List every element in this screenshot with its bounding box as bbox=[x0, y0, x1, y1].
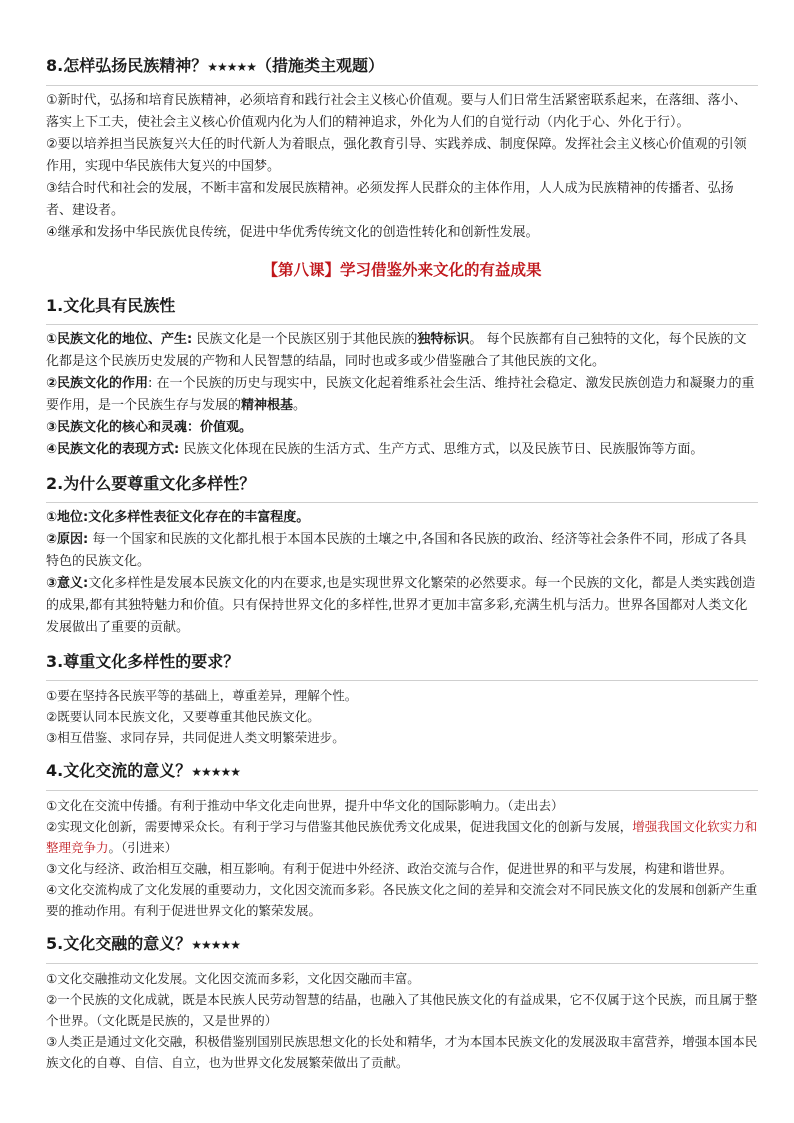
list-item: ④文化交流构成了文化发展的重要动力，文化因交流而多彩。各民族文化之间的差异和交流会对不同民族文化的发展和创新产生重要的推动作用。有利于促进世界文化的繁荣发展。 bbox=[46, 882, 758, 918]
divider bbox=[46, 680, 758, 681]
list-item: ②民族文化的作用: 在一个民族的历史与现实中，民族文化起着维系社会生活、维持社会稳定、激发民族创造力和凝聚力的重要作用，是一个民族生存与发展的精神根基。 bbox=[46, 376, 755, 413]
lesson-title: 【第八课】学习借鉴外来文化的有益成果 bbox=[262, 261, 542, 279]
rating-stars: ★★★★★ bbox=[191, 765, 241, 779]
list-item: ①文化交融推动文化发展。文化因交流而多彩，文化因交融而丰富。 bbox=[46, 971, 420, 986]
list-item: ②要以培养担当民族复兴大任的时代新人为着眼点，强化教育引导、实践养成、制度保障。发挥社会主义核心价值观的引领作用，实现中华民族伟大复兴的中国梦。 bbox=[46, 137, 747, 174]
section-q1 bbox=[46, 294, 758, 461]
section-q5 bbox=[46, 932, 758, 1073]
rating-stars: ★★★★★ bbox=[191, 938, 241, 952]
divider bbox=[46, 963, 758, 964]
list-item: ③文化与经济、政治相互交融，相互影响。有利于促进中外经济、政治交流与合作，促进世界的和平与发展，构建和谐世界。 bbox=[46, 861, 733, 876]
section-q2 bbox=[46, 472, 758, 639]
list-item: ①新时代，弘扬和培育民族精神，必须培育和践行社会主义核心价值观。要与人们日常生活紧密联系起来，在落细、落小、落实上下工夫，使社会主义核心价值观内化为人们的精神追求，外化为人们的自觉行动（内化于心、外化于行）。 bbox=[46, 93, 747, 130]
divider bbox=[46, 324, 758, 325]
list-item: ②实现文化创新，需要博采众长。有利于学习与借鉴其他民族优秀文化成果，促进我国文化的创新与发展，增强我国文化软实力和整理竞争力。（引进来） bbox=[46, 819, 758, 855]
section-q3 bbox=[46, 650, 758, 748]
document-page bbox=[46, 54, 758, 1084]
list-item: ③民族文化的核心和灵魂：价值观。 bbox=[46, 420, 253, 435]
section-heading: 1.文化具有民族性 bbox=[46, 296, 176, 315]
list-item: ②原因: 每一个国家和民族的文化都扎根于本国本民族的土壤之中,各国和各民族的政治、经济等社会条件不同，形成了各具特色的民族文化。 bbox=[46, 532, 747, 569]
list-item: ①要在坚持各民族平等的基础上，尊重差异，理解个性。 bbox=[46, 688, 358, 703]
section-q8 bbox=[46, 54, 758, 244]
list-item: ③结合时代和社会的发展，不断丰富和发展民族精神。必须发挥人民群众的主体作用，人人成为民族精神的传播者、弘扬者、建设者。 bbox=[46, 181, 734, 218]
rating-stars: ★★★★★ bbox=[207, 60, 257, 74]
list-item: ①民族文化的地位、产生: 民族文化是一个民族区别于其他民族的独特标识。 每个民族都有自己独特的文化，每个民族的文化都是这个民族历史发展的产物和人民智慧的结晶，同时也或多或少借鉴融合了其他民族的文化。 bbox=[46, 332, 747, 369]
divider bbox=[46, 502, 758, 503]
section-heading: 5.文化交融的意义？★★★★★ bbox=[46, 934, 241, 953]
list-item: ②一个民族的文化成就，既是本民族人民劳动智慧的结晶，也融入了其他民族文化的有益成果，它不仅属于这个民族，而且属于整个世界。（文化既是民族的，又是世界的） bbox=[46, 992, 758, 1028]
section-heading: 3.尊重文化多样性的要求？ bbox=[46, 652, 240, 671]
divider bbox=[46, 85, 758, 86]
list-item: ③人类正是通过文化交融，积极借鉴别国别民族思想文化的长处和精华，才为本国本民族文化的发展汲取丰富营养，增强本国本民族文化的自尊、自信、自立，也为世界文化发展繁荣做出了贡献。 bbox=[46, 1034, 758, 1070]
list-item: ③意义:文化多样性是发展本民族文化的内在要求,也是实现世界文化繁荣的必然要求。每一个民族的文化，都是人类实践创造的成果,都有其独特魅力和价值。只有保持世界文化的多样性,世界才更加丰富多彩,充满生机与活力。世界各国都对人类文化发展做出了重要的贡献。 bbox=[46, 576, 756, 635]
list-item: ③相互借鉴、求同存异，共同促进人类文明繁荣进步。 bbox=[46, 730, 345, 745]
section-heading: 2.为什么要尊重文化多样性？ bbox=[46, 474, 256, 493]
section-heading: 4.文化交流的意义？★★★★★ bbox=[46, 761, 241, 780]
list-item: ①地位:文化多样性表征文化存在的丰富程度。 bbox=[46, 510, 310, 525]
divider bbox=[46, 790, 758, 791]
list-item: ①文化在交流中传播。有利于推动中华文化走向世界，提升中华文化的国际影响力。（走出去） bbox=[46, 798, 564, 813]
list-item: ④民族文化的表现方式: 民族文化体现在民族的生活方式、生产方式、思维方式，以及民族节日、民族服饰等方面。 bbox=[46, 442, 704, 457]
section-q4 bbox=[46, 759, 758, 921]
list-item: ②既要认同本民族文化，又要尊重其他民族文化。 bbox=[46, 709, 320, 724]
list-item: ④继承和发扬中华民族优良传统，促进中华优秀传统文化的创造性转化和创新性发展。 bbox=[46, 225, 539, 240]
section-heading: 8.怎样弘扬民族精神？★★★★★（措施类主观题） bbox=[46, 56, 385, 75]
